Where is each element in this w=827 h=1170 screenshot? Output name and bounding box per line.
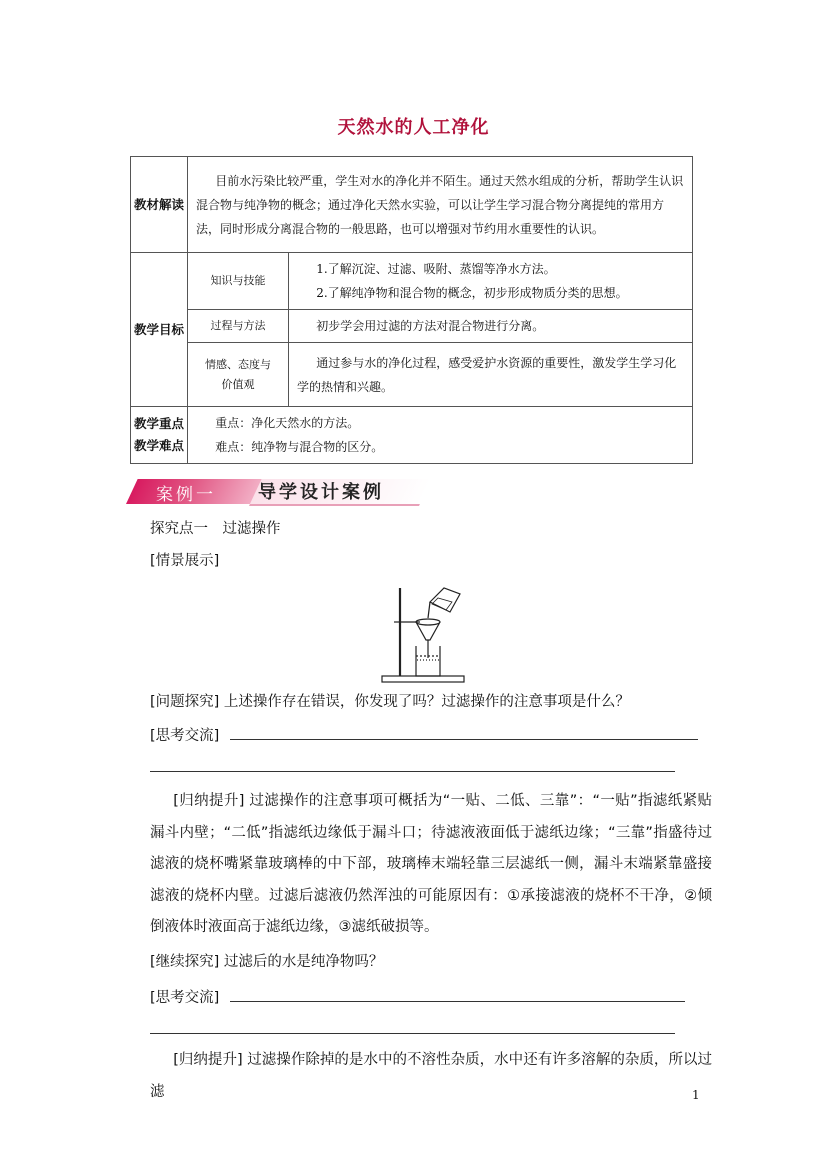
- liquid-stream: [428, 602, 430, 618]
- goal-label: 情感、态度与价值观: [188, 343, 289, 407]
- continue-question: [继续探究] 过滤后的水是纯净物吗？: [150, 954, 384, 970]
- answer-line: [230, 987, 685, 1002]
- summary-paragraph-2: [归纳提升] 过滤操作除掉的是水中的不溶性杂质，水中还有许多溶解的杂质，所以过滤: [150, 1052, 712, 1100]
- section-heading: 探究点一 过滤操作: [150, 521, 281, 537]
- analysis-header: 教材解读: [131, 157, 188, 253]
- summary-paragraph-1: [归纳提升] 过滤操作的注意事项可概括为“一贴、二低、三靠”：“一贴”指滤纸紧贴漏斗内壁；“二低”指滤纸边缘低于漏斗口；待滤液液面低于滤纸边缘；“三靠”指盛待过滤液的烧杯嘴紧靠玻璃棒的中下部，玻璃棒末端轻靠三层滤纸一侧，漏斗末端紧靠盛接滤液的烧杯内壁。过滤后滤液仍然浑浊的可能原因有：①承接滤液的烧杯不干净，②倾倒液体时液面高于滤纸边缘，③滤纸破损等。: [150, 793, 712, 935]
- answer-line: [230, 725, 698, 740]
- goals-header: 教学目标: [131, 253, 188, 407]
- goal-items: 通过参与水的净化过程，感受爱护水资源的重要性，激发学生学习化学的热情和兴趣。: [289, 343, 693, 407]
- banner-title: 导学设计案例: [258, 482, 384, 503]
- answer-line-row: [150, 1019, 675, 1040]
- question-text: [问题探究] 上述操作存在错误，你发现了吗？过滤操作的注意事项是什么？: [150, 694, 630, 710]
- scene-label: [情景展示]: [150, 553, 220, 569]
- banner-case-label: 案例一: [156, 485, 216, 505]
- section-banner: [126, 477, 426, 505]
- think-label-1: [思考交流]: [150, 725, 698, 746]
- page-number: 1: [692, 1088, 700, 1102]
- goal-items: 1.了解沉淀、过滤、吸附、蒸馏等净水方法。 2.了解纯净物和混合物的概念，初步形成物质分类的思想。: [289, 253, 693, 310]
- answer-line: [150, 1019, 675, 1034]
- answer-line-row: [150, 757, 675, 778]
- key-points: 重点：净化天然水的方法。 难点：纯净物与混合物的区分。: [188, 407, 693, 464]
- stand-base: [382, 676, 464, 682]
- goal-items: 初步学会用过滤的方法对混合物进行分离。: [289, 310, 693, 343]
- filtration-apparatus-figure: [380, 580, 470, 684]
- goal-label: 知识与技能: [188, 253, 289, 310]
- key-points-header: 教学重点教学难点: [131, 407, 188, 464]
- page-title: 天然水的人工净化: [337, 117, 490, 138]
- think-label-2: [思考交流]: [150, 987, 685, 1008]
- analysis-text: 目前水污染比较严重，学生对水的净化并不陌生。通过天然水组成的分析，帮助学生认识混合物与纯净物的概念；通过净化天然水实验，可以让学生学习混合物分离提纯的常用方法，同时形成分离混合物的一般思路，也可以增强对节约用水重要性的认识。: [188, 157, 693, 253]
- answer-line: [150, 757, 675, 772]
- lesson-info-table: [130, 156, 693, 464]
- goal-label: 过程与方法: [188, 310, 289, 343]
